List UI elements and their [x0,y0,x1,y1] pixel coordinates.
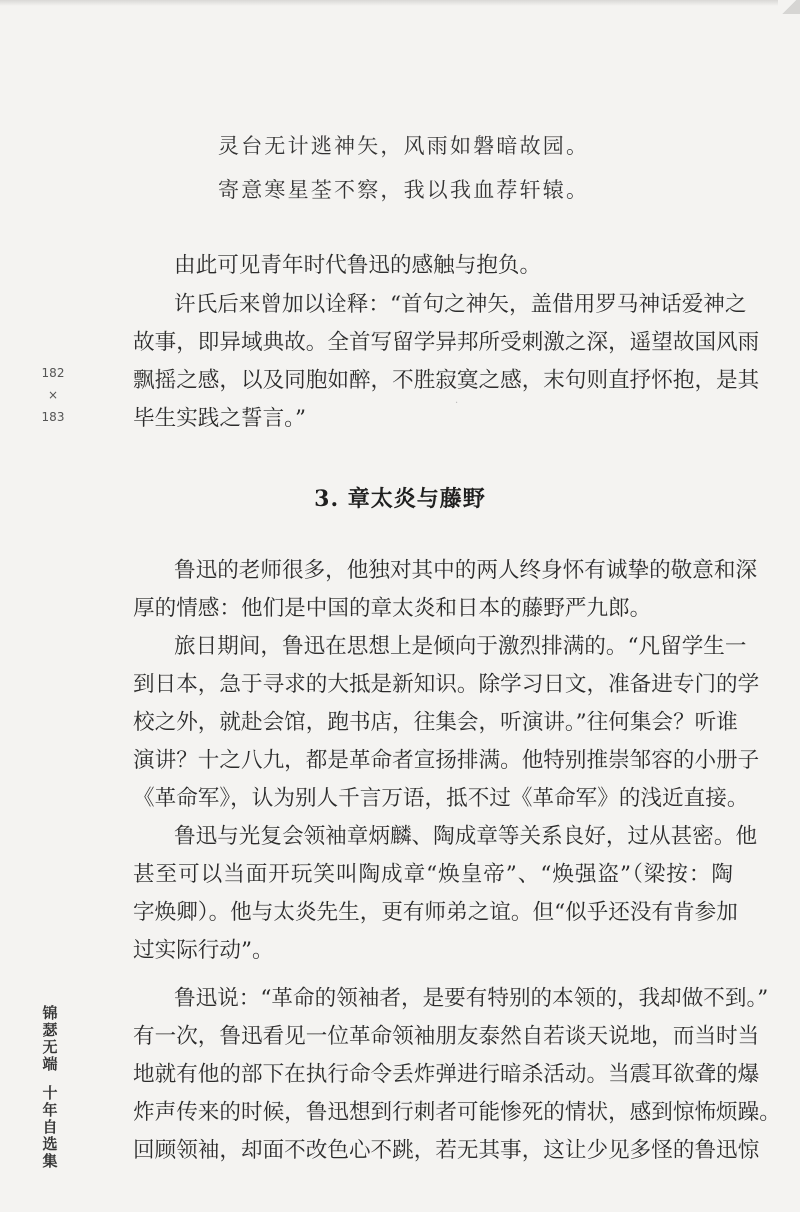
paragraph-4-line: 校之外，就赴会馆，跑书店，往集会，听演讲。”往何集会？听谁 [133,710,738,735]
paragraph-3-line: 鲁迅的老师很多，他独对其中的两人终身怀有诚挚的敬意和深 [174,558,758,583]
paragraph-1-line: 由此可见青年时代鲁迅的感触与抱负。 [174,253,542,278]
paragraph-6-line: 炸声传来的时候，鲁迅想到行刺者可能惨死的情状，感到惊怖烦躁。 [133,1100,781,1125]
poem-block [218,132,589,204]
paragraph-6-line: 鲁迅说：“革命的领袖者，是要有特别的本领的，我却做不到。” [174,986,769,1011]
paragraph-5-line: 甚至可以当面开玩笑叫陶成章“焕皇帝”、“焕强盗”（梁按：陶 [133,862,733,887]
paragraph-2-line: 飘摇之感，以及同胞如醉，不胜寂寞之感，末句则直抒怀抱，是其 [133,368,760,393]
paragraph-4-line: 旅日期间，鲁迅在思想上是倾向于激烈排满的。“凡留学生一 [174,634,747,659]
poem-line-1: 灵台无计逃神矢，风雨如磐暗故园。 [218,134,590,158]
paragraph-2-line: 故事，即异域典故。全首写留学异邦所受刺激之深，遥望故国风雨 [133,330,760,355]
paragraph-4-line: 到日本，急于寻求的大抵是新知识。除学习日文，准备进专门的学 [133,672,760,697]
paragraph-5-line: 字焕卿）。他与太炎先生，更有师弟之谊。但“似乎还没有肯参加 [133,900,738,925]
paragraph-4-line: 演讲？十之八九，都是革命者宣扬排满。他特别推崇邹容的小册子 [133,748,760,773]
folio-left: 182 [41,366,65,380]
paragraph-4-line: 《革命军》，认为别人千言万语，抵不过《革命军》的浅近直接。 [133,786,749,811]
running-side-title [41,1005,59,1170]
paragraph-3-line: 厚的情感：他们是中国的章太炎和日本的藤野严九郎。 [133,596,652,621]
page-corner [778,0,800,14]
poem-line-2: 寄意寒星荃不察，我以我血荐轩辕。 [218,178,590,202]
folio-right: 183 [41,410,65,424]
paragraph-5-line: 鲁迅与光复会领袖章炳麟、陶成章等关系良好，过从甚密。他 [174,824,758,849]
paragraph-6-line: 有一次，鲁迅看见一位革命领袖朋友泰然自若谈天说地，而当时当 [133,1024,760,1049]
side-title-part1: 锦瑟无端 [42,1004,58,1073]
paragraph-6-line: 地就有他的部下在执行命令丢炸弹进行暗杀活动。当震耳欲聋的爆 [133,1062,760,1087]
scan-speck: · [455,398,459,409]
paragraph-2-line: 毕生实践之誓言。” [133,406,306,431]
section-heading: 3. 章太炎与藤野 [314,486,486,512]
scan-edge [0,0,800,6]
side-title-part2: 十年自选集 [42,1084,58,1170]
paragraph-2-line: 许氏后来曾加以诠释：“首句之神矢，盖借用罗马神话爱神之 [174,292,747,317]
paragraph-5-line: 过实际行动”。 [133,938,274,963]
paragraph-6-line: 回顾领袖，却面不改色心不跳，若无其事，这让少见多怪的鲁迅惊 [133,1138,760,1163]
folio-separator: × [47,388,59,402]
